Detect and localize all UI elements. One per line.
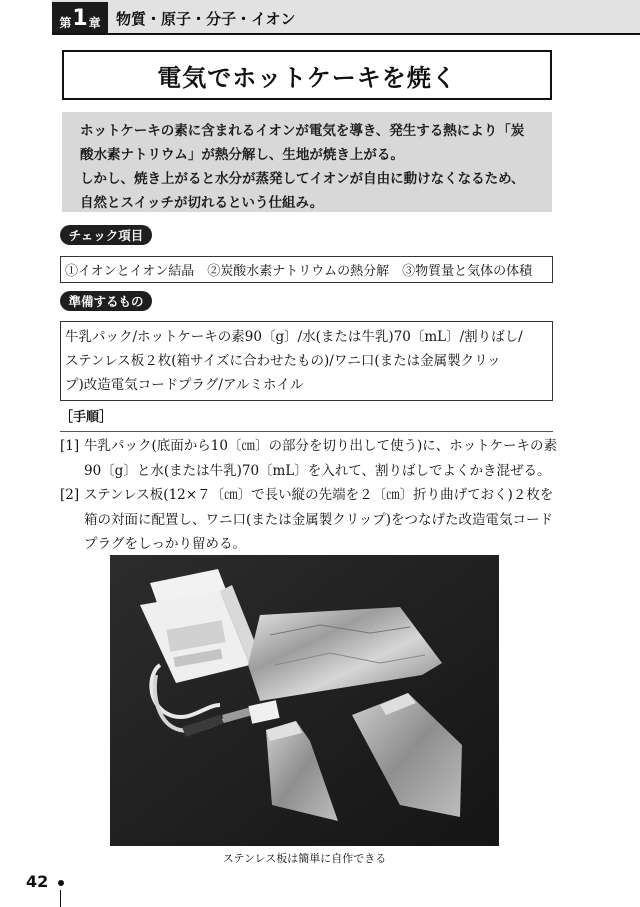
procedure-step bbox=[60, 434, 560, 483]
header-rule bbox=[52, 33, 640, 35]
page-number: 42 bbox=[26, 872, 49, 891]
procedure-heading: ［手順］ bbox=[60, 408, 553, 432]
step-number: [1] bbox=[60, 438, 80, 454]
chapter-title: 物質・原子・分子・イオン bbox=[116, 10, 296, 28]
intro-line: 酸水素ナトリウム」が熱分解し、生地が焼き上がる。 bbox=[80, 147, 404, 163]
step-number: [2] bbox=[60, 487, 80, 503]
prep-line: プ)改造電気コードプラグ/アルミホイル bbox=[65, 377, 304, 393]
chapter-prefix: 第 bbox=[59, 16, 72, 30]
step-text: 牛乳パック(底面から10〔㎝〕の部分を切り出して使う)に、ホットケーキの素90〔g〕と水(または牛乳)70〔mL〕を入れて、割りばしでよくかき混ぜる。 bbox=[84, 438, 557, 479]
page-line bbox=[60, 890, 61, 907]
check-items: ①イオンとイオン結晶 ②炭酸水素ナトリウムの熱分解 ③物質量と気体の体積 bbox=[60, 256, 553, 283]
prep-line: 牛乳パック/ホットケーキの素90〔g〕/水(または牛乳)70〔mL〕/割りばし/ bbox=[65, 329, 523, 345]
chapter-badge bbox=[52, 2, 108, 33]
experiment-photo bbox=[110, 555, 499, 846]
page-title: 電気でホットケーキを焼く bbox=[62, 50, 552, 100]
procedure-step bbox=[60, 483, 560, 557]
photo-caption: ステンレス板は簡単に自作できる bbox=[222, 852, 387, 865]
prep-items bbox=[60, 321, 553, 401]
intro-line: しかし、焼き上がると水分が蒸発してイオンが自由に動けなくなるため、 bbox=[80, 171, 525, 187]
check-label: チェック項目 bbox=[60, 225, 152, 245]
procedure-steps bbox=[60, 434, 560, 557]
chapter-header bbox=[0, 0, 640, 34]
prep-label: 準備するもの bbox=[60, 291, 152, 311]
intro-line: 自然とスイッチが切れるという仕組み。 bbox=[80, 195, 324, 211]
intro-box bbox=[62, 112, 552, 212]
page-dot bbox=[58, 880, 64, 886]
intro-line: ホットケーキの素に含まれるイオンが電気を導き、発生する熱により「炭 bbox=[80, 123, 525, 139]
step-text: ステンレス板(12×７〔㎝〕で長い縦の先端を２〔㎝〕折り曲げておく)２枚を箱の対面に配置し、ワニ口(または金属製クリップ)をつなげた改造電気コードプラグをしっかり留める。 bbox=[84, 487, 554, 552]
prep-line: ステンレス板２枚(箱サイズに合わせたもの)/ワニ口(または金属製クリッ bbox=[65, 353, 501, 369]
chapter-number: 1 bbox=[72, 6, 88, 31]
chapter-suffix: 章 bbox=[88, 16, 101, 30]
